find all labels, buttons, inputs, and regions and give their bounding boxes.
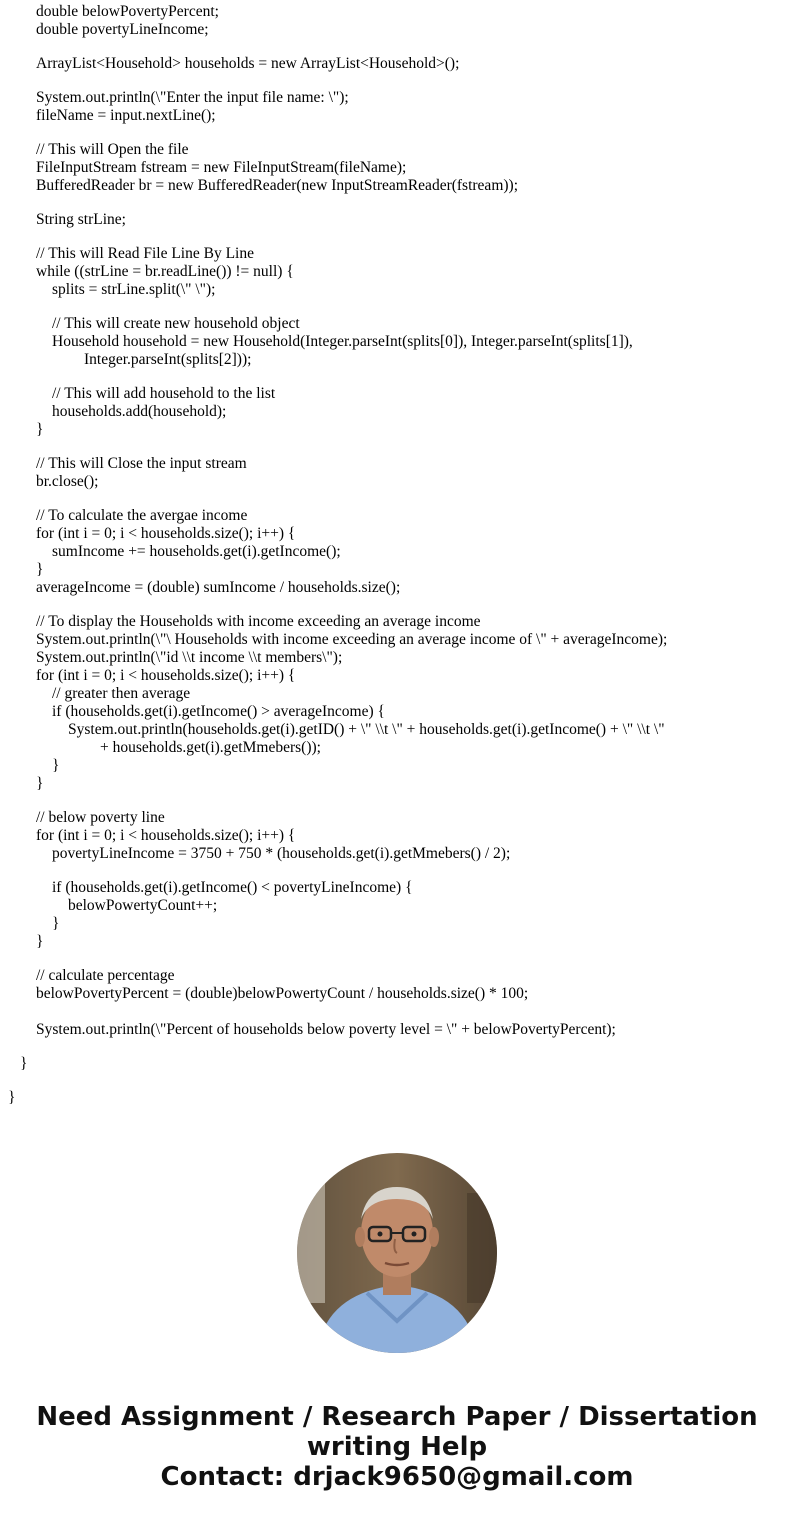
- code-line: if (households.get(i).getIncome() > averageIncome) {: [52, 703, 385, 720]
- code-line: + households.get(i).getMmebers());: [100, 739, 321, 756]
- code-line: }: [36, 421, 44, 438]
- code-line: String strLine;: [36, 211, 126, 228]
- code-line: }: [20, 1055, 28, 1072]
- code-line: // This will add household to the list: [52, 385, 276, 402]
- code-line: if (households.get(i).getIncome() < povertyLineIncome) {: [52, 879, 413, 896]
- code-line: }: [8, 1089, 16, 1106]
- code-line: // This will Close the input stream: [36, 455, 247, 472]
- code-line: // This will Read File Line By Line: [36, 245, 254, 262]
- author-photo: [297, 1153, 497, 1353]
- code-line: Household household = new Household(Integer.parseInt(splits[0]), Integer.parseInt(splits[1]),: [52, 333, 633, 350]
- code-line: }: [36, 933, 44, 950]
- code-line: System.out.println(households.get(i).getID() + \" \\t \" + households.get(i).getIncome() + \" \\t \": [68, 721, 665, 738]
- code-line: BufferedReader br = new BufferedReader(new InputStreamReader(fstream));: [36, 177, 518, 194]
- code-line: double belowPovertyPercent;: [36, 3, 219, 20]
- code-line: fileName = input.nextLine();: [36, 107, 216, 124]
- code-line: System.out.println(\"Percent of households below poverty level = \" + belowPovertyPercent);: [36, 1021, 616, 1038]
- code-line: while ((strLine = br.readLine()) != null) {: [36, 263, 294, 280]
- code-line: belowPovertyPercent = (double)belowPowertyCount / households.size() * 100;: [36, 985, 529, 1002]
- footer-contact: Contact: drjack9650@gmail.com: [160, 1462, 634, 1492]
- footer-banner: [0, 1402, 794, 1492]
- code-line: // To display the Households with income exceeding an average income: [36, 613, 481, 630]
- code-line: households.add(household);: [52, 403, 227, 420]
- code-line: br.close();: [36, 473, 99, 490]
- code-line: povertyLineIncome = 3750 + 750 * (households.get(i).getMmebers() / 2);: [52, 845, 511, 862]
- code-line: double povertyLineIncome;: [36, 21, 209, 38]
- code-line: }: [52, 915, 60, 932]
- code-line: }: [52, 757, 60, 774]
- code-line: for (int i = 0; i < households.size(); i++) {: [36, 667, 296, 684]
- code-line: // below poverty line: [36, 809, 165, 826]
- code-line: }: [36, 775, 44, 792]
- code-line: System.out.println(\"id \\t income \\t members\");: [36, 649, 343, 666]
- code-line: for (int i = 0; i < households.size(); i++) {: [36, 827, 296, 844]
- code-line: System.out.println(\"Enter the input file name: \");: [36, 89, 349, 106]
- code-line: System.out.println(\"\ Households with income exceeding an average income of \" + averageIncome);: [36, 631, 668, 648]
- code-line: sumIncome += households.get(i).getIncome();: [52, 543, 341, 560]
- code-line: // greater then average: [52, 685, 191, 702]
- footer-line-1: Need Assignment / Research Paper / Dissertation: [36, 1402, 758, 1432]
- code-line: // This will create new household object: [52, 315, 300, 332]
- code-line: splits = strLine.split(\" \");: [52, 281, 216, 298]
- code-line: belowPowertyCount++;: [68, 897, 218, 914]
- code-line: Integer.parseInt(splits[2]));: [84, 351, 252, 368]
- code-line: // To calculate the avergae income: [36, 507, 248, 524]
- code-line: ArrayList<Household> households = new ArrayList<Household>();: [36, 55, 460, 72]
- code-line: }: [36, 561, 44, 578]
- code-line: // calculate percentage: [36, 967, 175, 984]
- code-line: // This will Open the file: [36, 141, 189, 158]
- footer-line-2: writing Help: [306, 1432, 488, 1462]
- code-line: for (int i = 0; i < households.size(); i++) {: [36, 525, 296, 542]
- code-line: averageIncome = (double) sumIncome / households.size();: [36, 579, 401, 596]
- author-photo-image: [297, 1153, 497, 1353]
- code-line: FileInputStream fstream = new FileInputStream(fileName);: [36, 159, 407, 176]
